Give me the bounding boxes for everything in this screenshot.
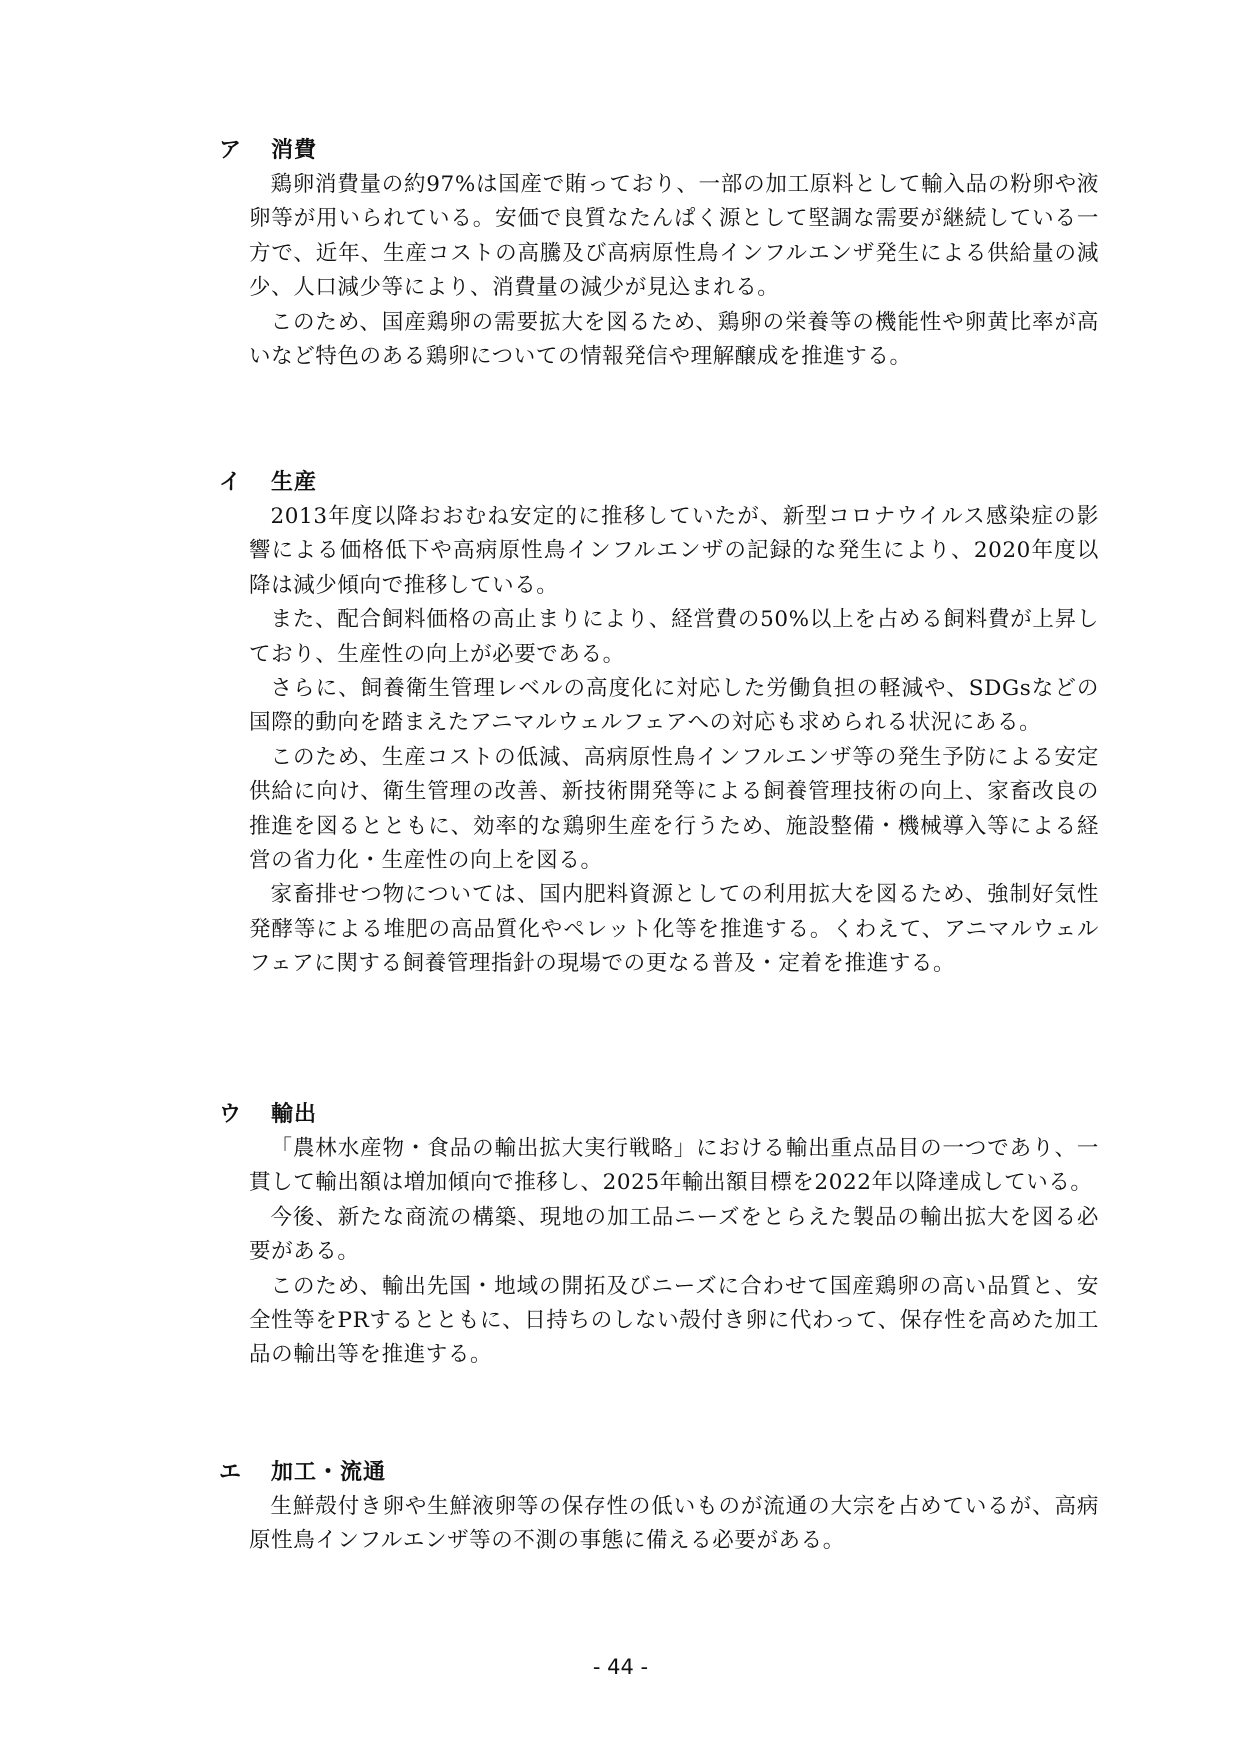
section-title: 輸出 [271, 1102, 318, 1127]
paragraph: 「農林水産物・食品の輸出拡大実行戦略」における輸出重点品目の一つであり、一貫して輸出額は増加傾向で推移し、2025年輸出額目標を2022年以降達成している。 [249, 1136, 1099, 1196]
paragraph: このため、輸出先国・地域の開拓及びニーズに合わせて国産鶏卵の高い品質と、安全性等をPRするとともに、日持ちのしない殻付き卵に代わって、保存性を高めた加工品の輸出等を推進する。 [249, 1273, 1099, 1368]
section-heading [219, 134, 1099, 168]
section-title: 生産 [271, 470, 318, 495]
section-mark: ア [219, 138, 243, 163]
section-export [219, 1098, 1099, 1373]
paragraph: 鶏卵消費量の約97%は国産で賄っており、一部の加工原料として輸入品の粉卵や液卵等が用いられている。安価で良質なたんぱく源として堅調な需要が継続している一方で、近年、生産コストの高騰及び高病原性鳥インフルエンザ発生による供給量の減少、人口減少等により、消費量の減少が見込まれる。 [249, 172, 1099, 301]
paragraph: 生鮮殻付き卵や生鮮液卵等の保存性の低いものが流通の大宗を占めているが、高病原性鳥インフルエンザ等の不測の事態に備える必要がある。 [249, 1494, 1099, 1554]
section-mark: ウ [219, 1102, 243, 1127]
section-title: 消費 [271, 138, 318, 163]
section-consumption [219, 134, 1099, 374]
section-processing-distribution [219, 1456, 1099, 1559]
paragraph: 2013年度以降おおむね安定的に推移していたが、新型コロナウイルス感染症の影響による価格低下や高病原性鳥インフルエンザの記録的な発生により、2020年度以降は減少傾向で推移している。 [249, 504, 1099, 598]
paragraph: 家畜排せつ物については、国内肥料資源としての利用拡大を図るため、強制好気性発酵等による堆肥の高品質化やペレット化等を推進する。くわえて、アニマルウェルフェアに関する飼養管理指針の現場での更なる普及・定着を推進する。 [249, 882, 1099, 977]
paragraph: このため、国産鶏卵の需要拡大を図るため、鶏卵の栄養等の機能性や卵黄比率が高いなど特色のある鶏卵についての情報発信や理解醸成を推進する。 [249, 309, 1099, 370]
section-title: 加工・流通 [271, 1460, 387, 1485]
page-number: - 44 - [592, 1655, 649, 1679]
section-mark: イ [219, 470, 243, 495]
section-heading [219, 466, 1099, 500]
paragraph: また、配合飼料価格の高止まりにより、経営費の50%以上を占める飼料費が上昇しており、生産性の向上が必要である。 [249, 607, 1099, 667]
section-heading [219, 1098, 1099, 1132]
section-production [219, 466, 1099, 982]
section-mark: エ [219, 1460, 243, 1485]
paragraph: さらに、飼養衛生管理レベルの高度化に対応した労働負担の軽減や、SDGsなどの国際的動向を踏まえたアニマルウェルフェアへの対応も求められる状況にある。 [249, 676, 1099, 736]
paragraph: 今後、新たな商流の構築、現地の加工品ニーズをとらえた製品の輸出拡大を図る必要がある。 [249, 1204, 1099, 1265]
section-heading [219, 1456, 1099, 1490]
paragraph: このため、生産コストの低減、高病原性鳥インフルエンザ等の発生予防による安定供給に向け、衛生管理の改善、新技術開発等による飼養管理技術の向上、家畜改良の推進を図るとともに、効率的な鶏卵生産を行うため、施設整備・機械導入等による経営の省力化・生産性の向上を図る。 [249, 744, 1099, 874]
